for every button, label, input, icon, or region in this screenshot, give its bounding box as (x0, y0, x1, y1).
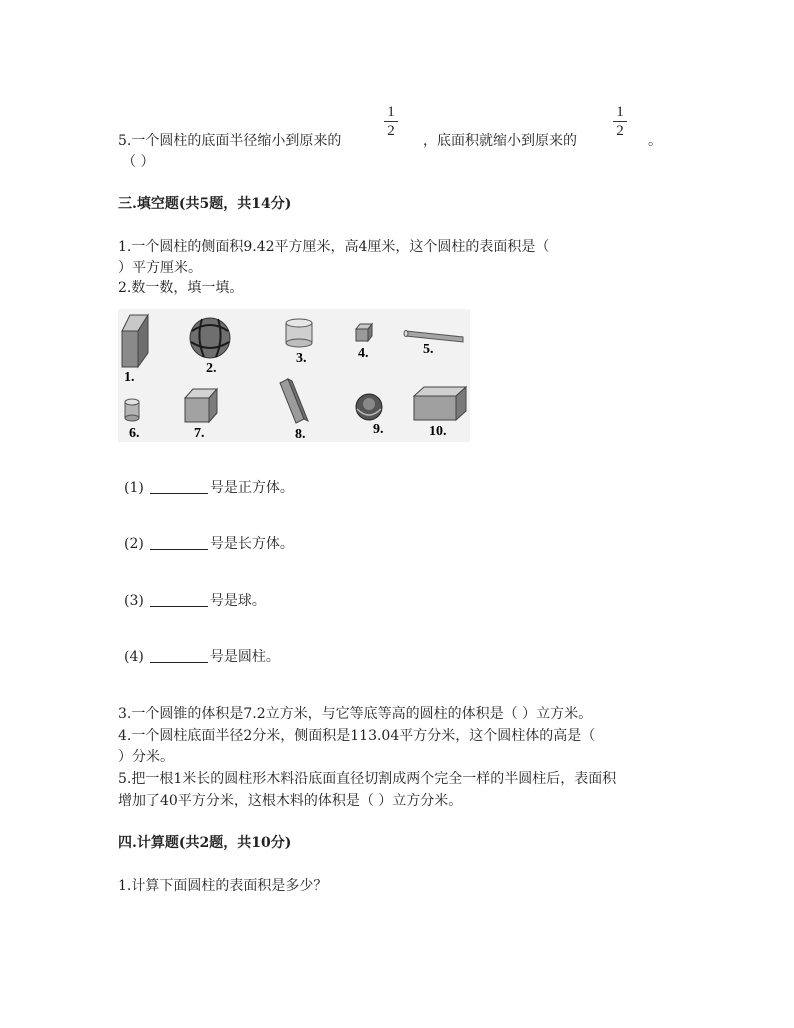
s4-q1: 1.计算下面圆柱的表面积是多少？ (118, 878, 328, 894)
blank-line-1 (124, 477, 294, 499)
fraction-one-half-1 (384, 104, 398, 139)
blank-line-4 (124, 646, 280, 668)
figure-label-6: 6. (129, 426, 140, 441)
answer-blank[interactable] (150, 535, 208, 550)
fraction-numerator: 1 (616, 104, 624, 120)
blank-line-3 (124, 590, 266, 612)
figure-label-1: 1. (124, 370, 135, 385)
figure-label-9: 9. (373, 422, 384, 437)
blank-line-2 (124, 533, 294, 555)
figure-label-2: 2. (206, 361, 217, 376)
s3-q3: 3.一个圆锥的体积是7.2立方米，与它等底等高的圆柱的体积是（ ）立方米。 (118, 706, 593, 722)
s3-q5-line1: 5.把一根1米长的圆柱形木料沿底面直径切割成两个完全一样的半圆柱后，表面积 (118, 771, 617, 787)
blank-number: (4) (124, 649, 144, 665)
blank-suffix: 号是长方体。 (209, 536, 294, 552)
q5-text-start: 5.一个圆柱的底面半径缩小到原来的 (118, 133, 342, 149)
cube-7 (185, 389, 217, 422)
short-cylinder-6 (125, 399, 139, 421)
small-cube-4 (356, 324, 372, 341)
q5-text-middle: ，底面积就缩小到原来的 (423, 133, 577, 149)
fraction-bar (384, 121, 398, 122)
ball-9 (356, 394, 382, 420)
answer-blank[interactable] (150, 479, 208, 494)
q5-text-end: 。 (648, 133, 662, 149)
figure-label-10: 10. (429, 424, 447, 439)
figure-label-8: 8. (295, 427, 306, 442)
s3-q5-line2: 增加了40平方分米，这根木料的体积是（ ）立方分米。 (118, 793, 463, 809)
figure-label-5: 5. (423, 342, 434, 357)
figure-label-3: 3. (296, 351, 307, 366)
fraction-denominator: 2 (616, 123, 624, 139)
s3-q2-prompt: 2.数一数，填一填。 (118, 280, 244, 296)
answer-blank[interactable] (150, 648, 208, 663)
blank-number: (3) (124, 593, 144, 609)
answer-blank[interactable] (150, 592, 208, 607)
blank-suffix: 号是球。 (209, 593, 266, 609)
cylinder-3 (286, 319, 312, 347)
q5-answer-paren: （ ） (122, 154, 155, 170)
solid-shapes-figure (118, 309, 470, 442)
fraction-denominator: 2 (387, 123, 395, 139)
blank-suffix: 号是圆柱。 (209, 649, 280, 665)
fraction-one-half-2 (613, 104, 627, 139)
blank-number: (2) (124, 536, 144, 552)
s3-q4-line1: 4.一个圆柱底面半径2分米，侧面积是113.04平方分米，这个圆柱体的高是（ (118, 728, 596, 744)
figure-label-4: 4. (358, 346, 369, 361)
s3-q1-line2: ）平方厘米。 (118, 260, 202, 276)
fraction-numerator: 1 (387, 104, 395, 120)
cuboid-tall-1 (122, 315, 148, 367)
blank-suffix: 号是正方体。 (209, 480, 294, 496)
ball-2 (190, 318, 230, 358)
section3-title: 三.填空题(共5题，共14分) (118, 196, 292, 212)
figure-label-7: 7. (194, 426, 205, 441)
section4-title: 四.计算题(共2题，共10分) (118, 835, 292, 851)
s3-q1-line1: 1.一个圆柱的侧面积9.42平方厘米，高4厘米，这个圆柱的表面积是（ (118, 239, 550, 255)
fraction-bar (613, 121, 627, 122)
blank-number: (1) (124, 480, 144, 496)
s3-q4-line2: ）分米。 (118, 749, 174, 765)
flat-cuboid-10 (414, 387, 466, 420)
